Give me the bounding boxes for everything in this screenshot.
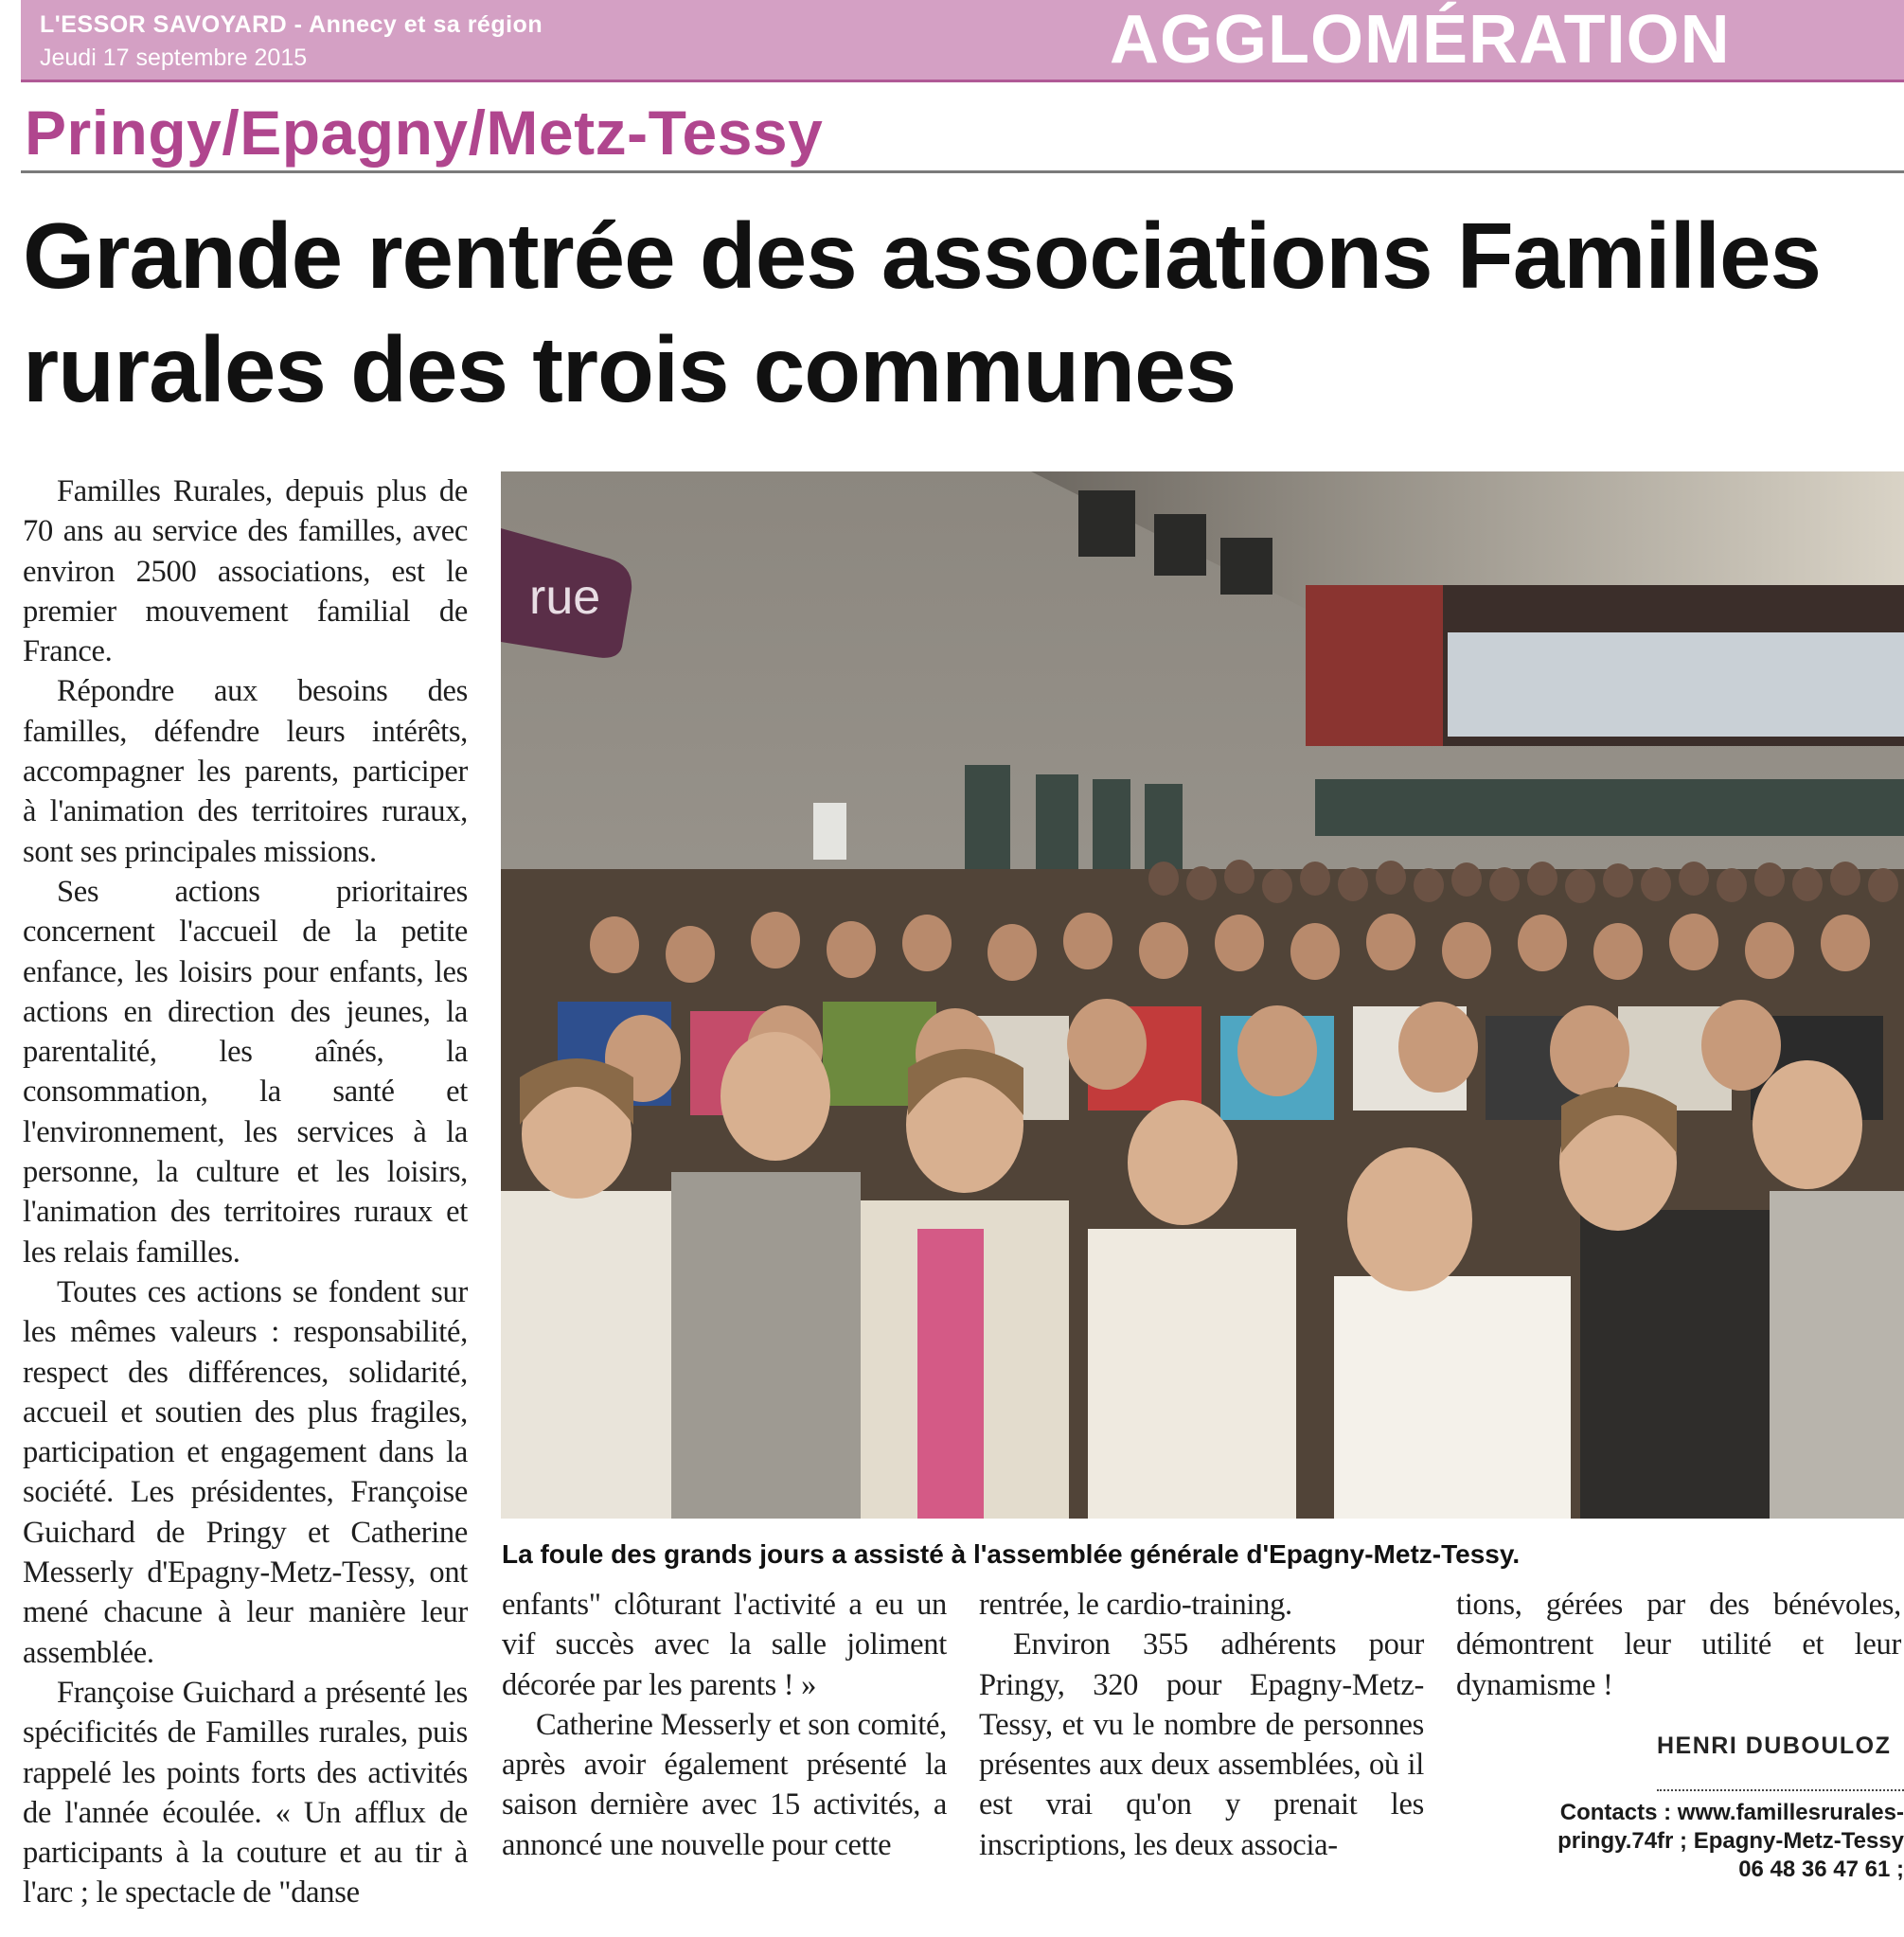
article-column-4 xyxy=(1456,1585,1901,1705)
article-photo xyxy=(501,471,1904,1519)
paragraph: Françoise Guichard a présenté les spécificités de Familles rurales, puis rappelé les points forts des activités de l'année écoulée. « Un afflux de participants à la couture et au tir à l'arc ; le spectacle de "danse xyxy=(23,1675,468,1910)
issue-date: Jeudi 17 septembre 2015 xyxy=(40,44,308,71)
contacts-line: 06 48 36 47 61 ; xyxy=(1738,1857,1904,1882)
author-byline: HENRI DUBOULOZ xyxy=(1657,1733,1892,1759)
contacts-line: pringy.74fr ; Epagny-Metz-Tessy xyxy=(1557,1828,1904,1854)
contacts-line: Contacts : www.famillesrurales- xyxy=(1559,1800,1904,1825)
crowd-photo-illustration xyxy=(501,471,1904,1519)
paragraph: Environ 355 adhérents pour Pringy, 320 pour Epagny-Metz-Tessy, et vu le nombre de personnes présentes aux deux assemblées, où il est vrai qu'on y prenait les inscriptions, les deux associa- xyxy=(979,1627,1424,1862)
paragraph: Catherine Messerly et son comité, après avoir également présenté la saison dernière avec 15 activités, a annoncé une nouvelle pour cette xyxy=(502,1707,947,1862)
article-column-1 xyxy=(23,471,468,1913)
dotted-divider xyxy=(1657,1789,1904,1791)
paragraph: Répondre aux besoins des familles, défendre leurs intérêts, accompagner les parents, participer à l'animation des territoires ruraux, sont ses principales missions. xyxy=(23,674,468,869)
section-title: AGGLOMÉRATION xyxy=(1110,2,1731,78)
paragraph: rentrée, le cardio-training. xyxy=(979,1588,1292,1622)
paragraph: Familles Rurales, depuis plus de 70 ans au service des familles, avec environ 2500 associations, est le premier mouvement familial de France. xyxy=(23,474,468,669)
newspaper-name: L'ESSOR SAVOYARD - Annecy et sa région xyxy=(40,11,543,38)
contacts-box xyxy=(1477,1799,1904,1884)
paragraph: enfants" clôturant l'activité a eu un vif succès avec la salle joliment décorée par les parents ! » xyxy=(502,1588,947,1702)
article-headline: Grande rentrée des associations Familles rurales des trois communes xyxy=(23,204,1822,421)
article-column-3 xyxy=(979,1585,1424,1865)
paragraph: Toutes ces actions se fondent sur les mêmes valeurs : responsabilité, respect des différences, solidarité, accueil et soutien des plus fragiles, participation et engagement dans la société. Les présidentes, Françoise Guichard de Pringy et Catherine Messerly d'Epagny-Metz-Tessy, ont mené chacune à leur manière leur assemblée. xyxy=(23,1274,468,1670)
masthead-band xyxy=(21,0,1904,82)
article-column-2 xyxy=(502,1585,947,1865)
photo-caption: La foule des grands jours a assisté à l'assemblée générale d'Epagny-Metz-Tessy. xyxy=(502,1539,1521,1569)
paragraph: tions, gérées par des bénévoles, démontrent leur utilité et leur dynamisme ! xyxy=(1456,1588,1901,1702)
divider-rule xyxy=(21,170,1904,173)
svg-text:rue: rue xyxy=(529,570,601,625)
paragraph: Ses actions prioritaires concernent l'accueil de la petite enfance, les loisirs pour enfants, les actions en direction des jeunes, la parentalité, les aînés, la consommation, la santé et l'environnement, les services à la personne, la culture et les loisirs, l'animation des territoires ruraux et les relais familles. xyxy=(23,874,468,1270)
locality-heading: Pringy/Epagny/Metz-Tessy xyxy=(25,98,824,168)
